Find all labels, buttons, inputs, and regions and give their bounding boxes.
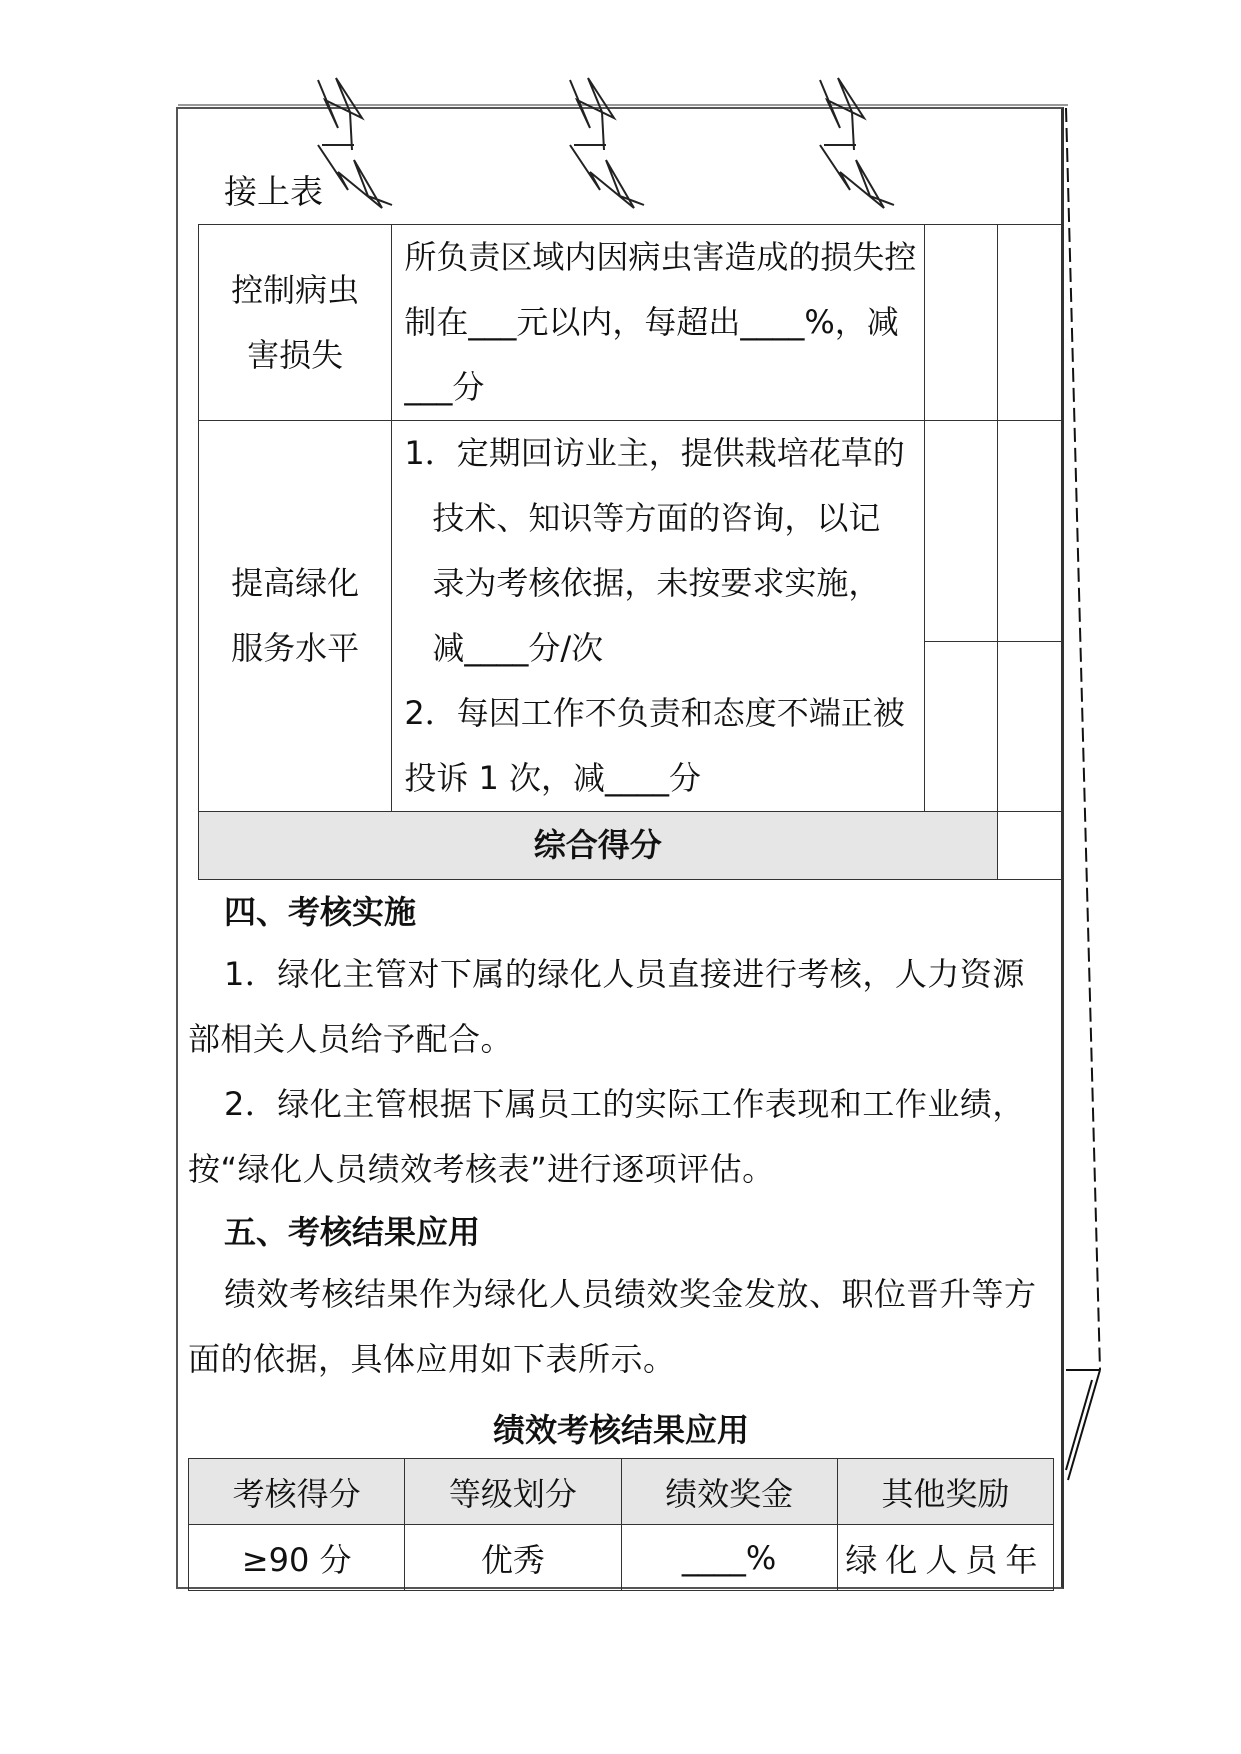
paragraph: 2．绿化主管根据下属员工的实际工作表现和工作业绩，按“绿化人员绩效考核表”进行逐项评估。 bbox=[188, 1085, 1025, 1188]
item-cell bbox=[199, 421, 392, 812]
table-cell: ____% bbox=[621, 1525, 837, 1591]
table-cell: ≥90 分 bbox=[189, 1525, 405, 1591]
section-heading: 四、考核实施 bbox=[224, 893, 417, 931]
table-header-row bbox=[189, 1459, 1054, 1525]
score-subcell bbox=[998, 591, 1063, 642]
table-row bbox=[189, 1525, 1054, 1591]
tear-mark-icon bbox=[820, 78, 894, 208]
item-cell bbox=[199, 225, 392, 421]
criteria-text: 2．每因工作不负责和态度不端正被投诉 1 次，减____分 bbox=[404, 694, 905, 797]
column-header: 等级划分 bbox=[405, 1459, 621, 1525]
result-table bbox=[188, 1458, 1054, 1591]
score-subcell bbox=[925, 591, 996, 642]
table-cell: 绿化人员年 bbox=[837, 1525, 1053, 1591]
continuation-label: 接上表 bbox=[224, 172, 323, 211]
criteria-text: 技术、知识等方面的咨询，以记 bbox=[432, 499, 881, 537]
score-cell bbox=[925, 421, 997, 812]
score-cell bbox=[997, 225, 1063, 421]
item-label: 控制病虫害损失 bbox=[231, 270, 360, 374]
total-label: 综合得分 bbox=[199, 812, 998, 880]
table-row bbox=[199, 225, 1064, 421]
folded-edge bbox=[1066, 108, 1100, 1480]
total-score-cell bbox=[997, 812, 1063, 880]
column-header: 绩效奖金 bbox=[621, 1459, 837, 1525]
criteria-text: 录为考核依据，未按要求实施， bbox=[432, 564, 881, 602]
section-heading: 五、考核结果应用 bbox=[224, 1213, 481, 1251]
criteria-text: 减____分/次 bbox=[432, 629, 604, 667]
table-row bbox=[199, 812, 1064, 880]
paragraph: 绩效考核结果作为绿化人员绩效奖金发放、职位晋升等方面的依据，具体应用如下表所示。 bbox=[188, 1275, 1037, 1378]
paragraph: 1．绿化主管对下属的绿化人员直接进行考核，人力资源部相关人员给予配合。 bbox=[188, 955, 1025, 1058]
score-cell bbox=[925, 225, 997, 421]
column-header: 其他奖励 bbox=[837, 1459, 1053, 1525]
table-caption: 绩效考核结果应用 bbox=[492, 1411, 749, 1449]
criteria-text: 所负责区域内因病虫害造成的损失控制在___元以内，每超出____%，减___分 bbox=[404, 238, 917, 406]
assessment-table bbox=[198, 224, 1064, 880]
item-label: 提高绿化服务水平 bbox=[231, 564, 360, 667]
criteria-cell bbox=[392, 421, 925, 812]
criteria-cell bbox=[392, 225, 925, 421]
tear-mark-icon bbox=[318, 78, 392, 208]
table-cell: 优秀 bbox=[405, 1525, 621, 1591]
column-header: 考核得分 bbox=[189, 1459, 405, 1525]
table-row bbox=[199, 421, 1064, 812]
score-cell bbox=[997, 421, 1063, 812]
criteria-text: 1．定期回访业主，提供栽培花草的 bbox=[404, 434, 905, 472]
tear-mark-icon bbox=[570, 78, 644, 208]
